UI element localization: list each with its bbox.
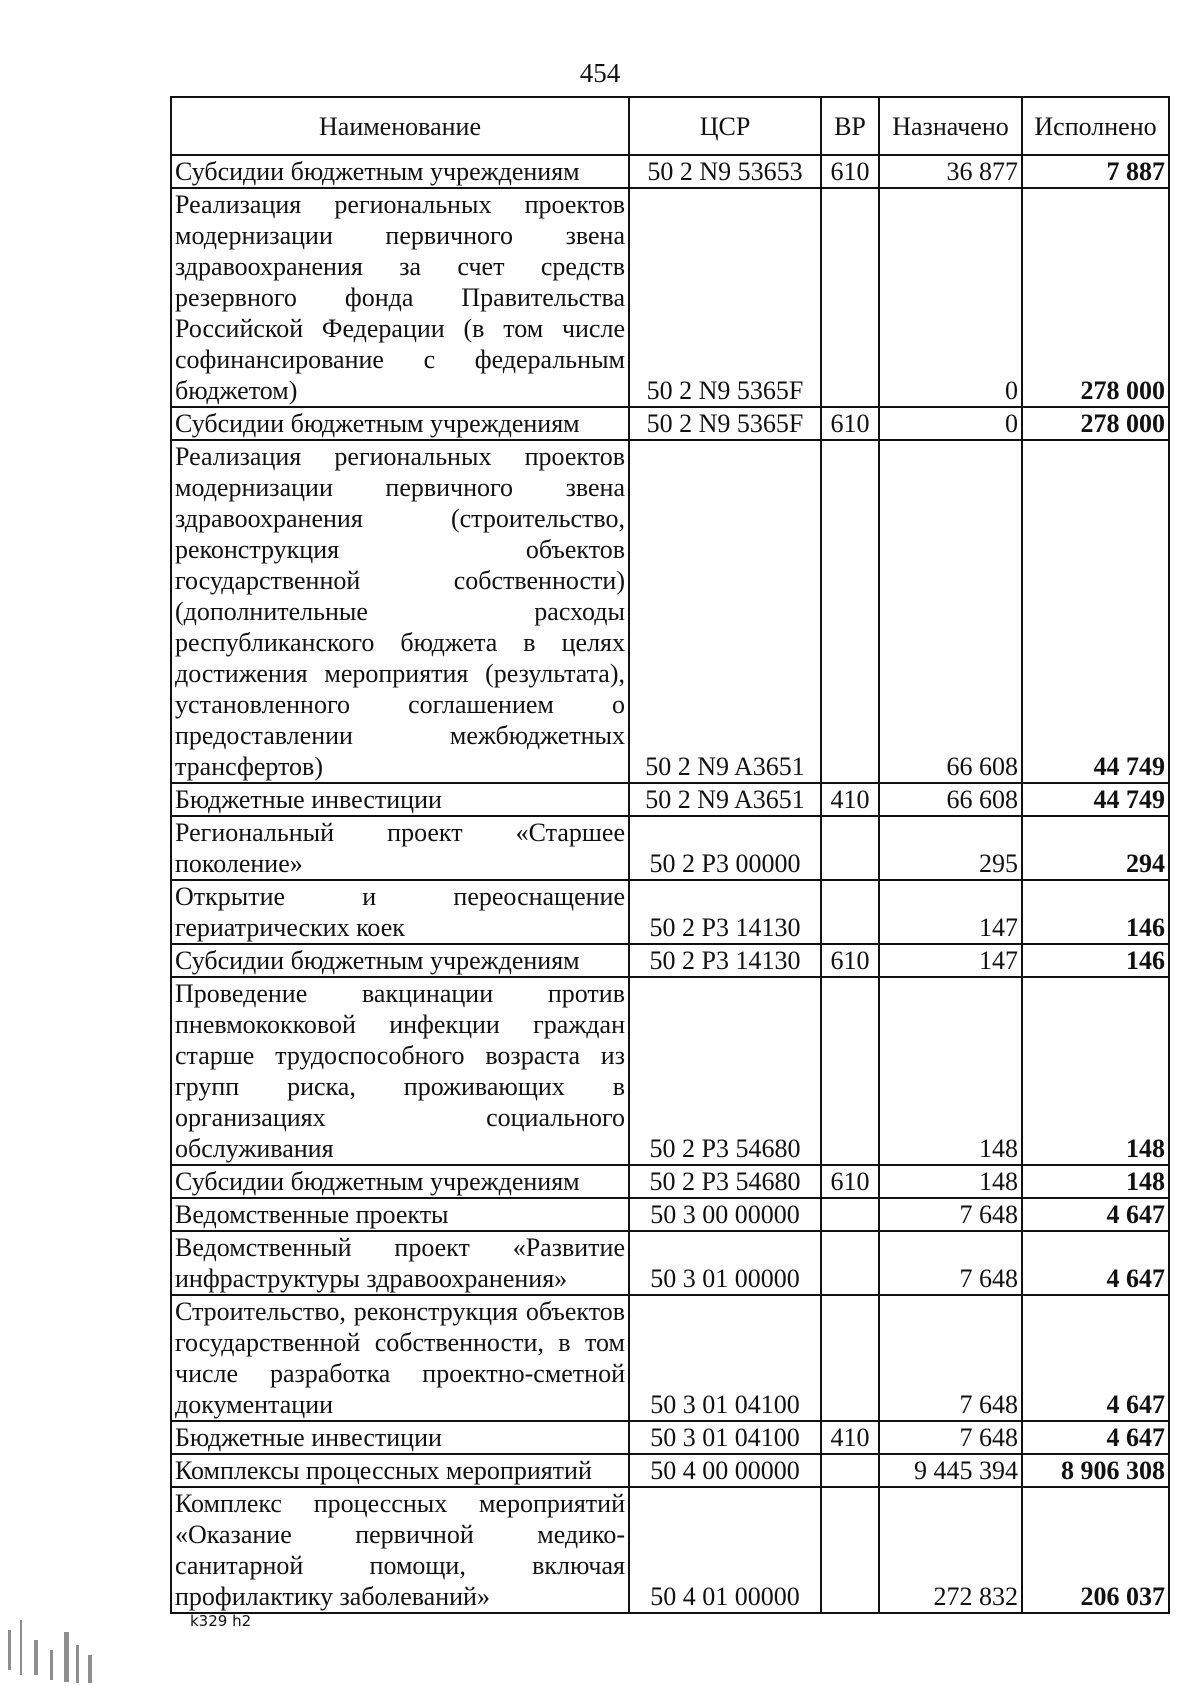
row-executed: 4 647: [1022, 1295, 1169, 1421]
table-row: [171, 440, 1169, 783]
row-vr: 410: [821, 1421, 879, 1454]
row-vr: [821, 188, 879, 407]
row-csr: 50 2 N9 A3651: [629, 440, 821, 783]
row-csr: 50 2 N9 5365F: [629, 188, 821, 407]
table-body: [171, 155, 1169, 1613]
row-name: Ведомственный проект «Развитие инфраструктуры здравоохранения»: [171, 1231, 629, 1295]
row-csr: 50 4 00 00000: [629, 1454, 821, 1487]
row-assigned: 9 445 394: [879, 1454, 1022, 1487]
row-vr: 410: [821, 783, 879, 816]
row-csr: 50 2 P3 14130: [629, 880, 821, 944]
row-executed: 294: [1022, 816, 1169, 880]
row-executed: 4 647: [1022, 1421, 1169, 1454]
row-assigned: 0: [879, 188, 1022, 407]
row-vr: [821, 977, 879, 1165]
table-row: [171, 1165, 1169, 1198]
row-executed: 7 887: [1022, 155, 1169, 188]
row-name: Ведомственные проекты: [171, 1198, 629, 1231]
row-name: Субсидии бюджетным учреждениям: [171, 155, 629, 188]
row-name: Субсидии бюджетным учреждениям: [171, 407, 629, 440]
row-csr: 50 2 P3 00000: [629, 816, 821, 880]
row-csr: 50 3 01 04100: [629, 1295, 821, 1421]
table-row: [171, 1421, 1169, 1454]
row-vr: 610: [821, 944, 879, 977]
row-assigned: 7 648: [879, 1198, 1022, 1231]
row-executed: 148: [1022, 977, 1169, 1165]
row-vr: [821, 1487, 879, 1613]
row-executed: 4 647: [1022, 1198, 1169, 1231]
row-executed: 148: [1022, 1165, 1169, 1198]
row-assigned: 148: [879, 977, 1022, 1165]
row-vr: [821, 1231, 879, 1295]
row-assigned: 295: [879, 816, 1022, 880]
row-csr: 50 4 01 00000: [629, 1487, 821, 1613]
row-executed: 146: [1022, 944, 1169, 977]
row-name: Бюджетные инвестиции: [171, 783, 629, 816]
row-csr: 50 2 N9 5365F: [629, 407, 821, 440]
row-assigned: 0: [879, 407, 1022, 440]
row-assigned: 66 608: [879, 783, 1022, 816]
table-row: [171, 1198, 1169, 1231]
row-csr: 50 2 N9 53653: [629, 155, 821, 188]
row-csr: 50 2 N9 A3651: [629, 783, 821, 816]
row-assigned: 148: [879, 1165, 1022, 1198]
row-executed: 44 749: [1022, 783, 1169, 816]
row-executed: 146: [1022, 880, 1169, 944]
row-vr: [821, 1454, 879, 1487]
row-executed: 278 000: [1022, 188, 1169, 407]
budget-table: [170, 96, 1170, 1614]
row-executed: 8 906 308: [1022, 1454, 1169, 1487]
row-csr: 50 3 01 00000: [629, 1231, 821, 1295]
table-row: [171, 977, 1169, 1165]
table-row: [171, 407, 1169, 440]
row-name: Комплекс процессных мероприятий «Оказание первичной медико-санитарной помощи, включая профилактику заболеваний»: [171, 1487, 629, 1613]
row-executed: 4 647: [1022, 1231, 1169, 1295]
row-name: Бюджетные инвестиции: [171, 1421, 629, 1454]
row-name: Региональный проект «Старшее поколение»: [171, 816, 629, 880]
header-csr: ЦСР: [629, 97, 821, 155]
row-assigned: 7 648: [879, 1295, 1022, 1421]
row-vr: [821, 880, 879, 944]
row-name: Проведение вакцинации против пневмококковой инфекции граждан старше трудоспособного возраста из групп риска, проживающих в организациях социального обслуживания: [171, 977, 629, 1165]
row-vr: [821, 816, 879, 880]
table-row: [171, 1487, 1169, 1613]
row-name: Комплексы процессных мероприятий: [171, 1454, 629, 1487]
table-row: [171, 1295, 1169, 1421]
row-csr: 50 3 00 00000: [629, 1198, 821, 1231]
row-vr: [821, 440, 879, 783]
header-assigned: Назначено: [879, 97, 1022, 155]
row-csr: 50 2 P3 14130: [629, 944, 821, 977]
table-header-row: [171, 97, 1169, 155]
row-assigned: 66 608: [879, 440, 1022, 783]
table-row: [171, 880, 1169, 944]
row-vr: 610: [821, 407, 879, 440]
row-executed: 206 037: [1022, 1487, 1169, 1613]
header-name: Наименование: [171, 97, 629, 155]
table-row: [171, 944, 1169, 977]
table-row: [171, 1231, 1169, 1295]
header-vr: ВР: [821, 97, 879, 155]
row-name: Субсидии бюджетным учреждениям: [171, 944, 629, 977]
row-vr: 610: [821, 1165, 879, 1198]
row-csr: 50 3 01 04100: [629, 1421, 821, 1454]
scan-noise: [0, 1560, 110, 1686]
footer-code: k329 h2: [190, 1612, 252, 1630]
row-executed: 44 749: [1022, 440, 1169, 783]
row-name: Реализация региональных проектов модернизации первичного звена здравоохранения (строительство, реконструкция объектов государственной собственности) (дополнительные расходы республиканского бюджета в целях достижения мероприятия (результата), установленного соглашением о предоставлении межбюджетных трансфертов): [171, 440, 629, 783]
row-name: Реализация региональных проектов модернизации первичного звена здравоохранения за счет средств резервного фонда Правительства Российской Федерации (в том числе софинансирование с федеральным бюджетом): [171, 188, 629, 407]
row-name: Строительство, реконструкция объектов государственной собственности, в том числе разработка проектно-сметной документации: [171, 1295, 629, 1421]
page-number: 454: [579, 58, 621, 88]
row-assigned: 147: [879, 880, 1022, 944]
row-csr: 50 2 P3 54680: [629, 1165, 821, 1198]
row-name: Открытие и переоснащение гериатрических коек: [171, 880, 629, 944]
header-executed: Исполнено: [1022, 97, 1169, 155]
table-row: [171, 1454, 1169, 1487]
row-name: Субсидии бюджетным учреждениям: [171, 1165, 629, 1198]
row-vr: [821, 1295, 879, 1421]
row-assigned: 7 648: [879, 1421, 1022, 1454]
table-row: [171, 155, 1169, 188]
row-csr: 50 2 P3 54680: [629, 977, 821, 1165]
row-executed: 278 000: [1022, 407, 1169, 440]
table-row: [171, 188, 1169, 407]
table-row: [171, 816, 1169, 880]
row-vr: 610: [821, 155, 879, 188]
row-assigned: 36 877: [879, 155, 1022, 188]
row-vr: [821, 1198, 879, 1231]
row-assigned: 147: [879, 944, 1022, 977]
row-assigned: 272 832: [879, 1487, 1022, 1613]
table-row: [171, 783, 1169, 816]
row-assigned: 7 648: [879, 1231, 1022, 1295]
